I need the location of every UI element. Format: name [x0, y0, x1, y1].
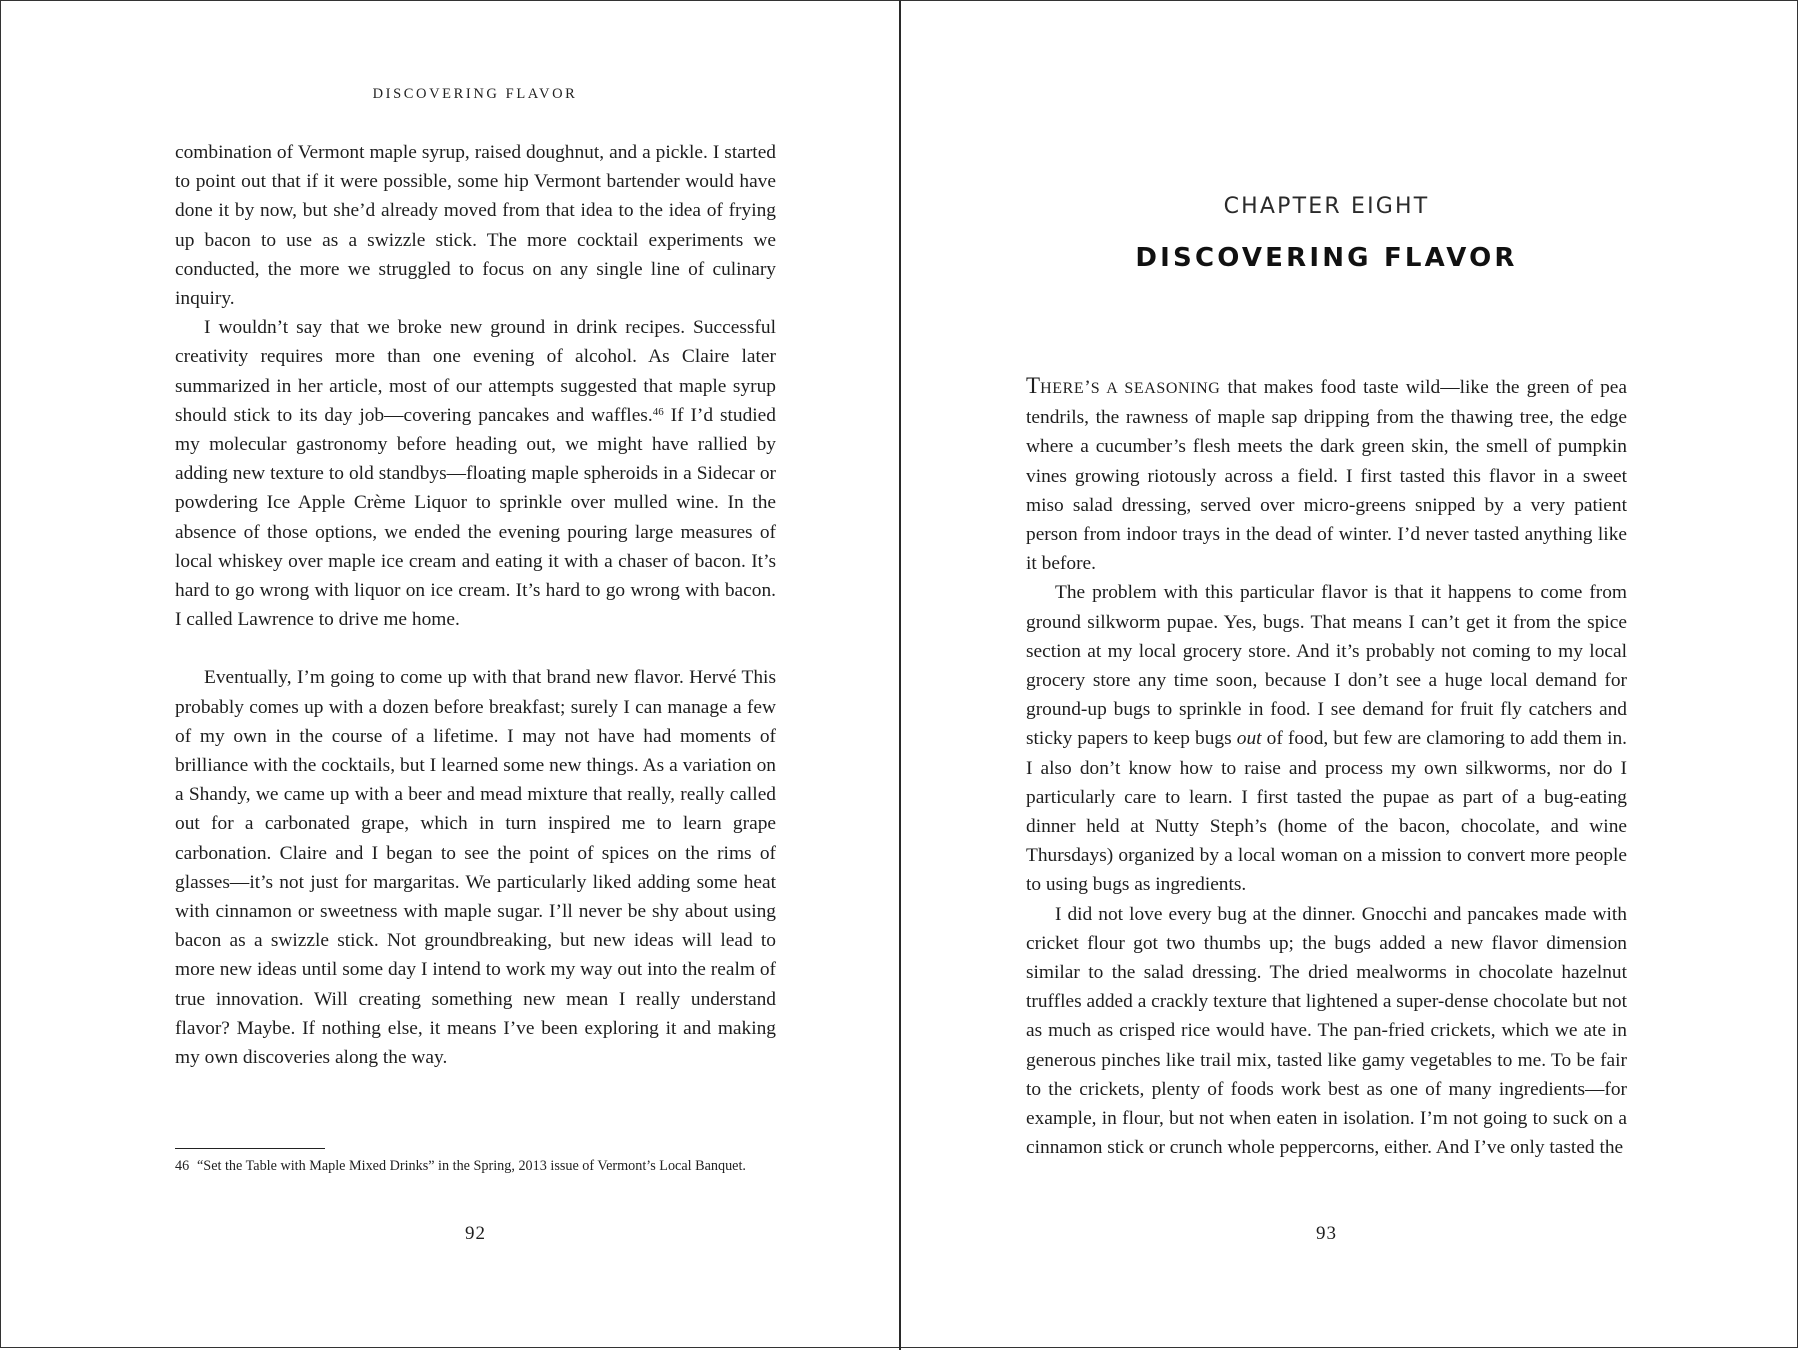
- lead-in-small-caps: HERE: [1040, 380, 1085, 397]
- lead-in-initial: T: [1026, 373, 1041, 398]
- running-head: DISCOVERING FLAVOR: [372, 86, 578, 102]
- page-number: 92: [465, 1223, 486, 1244]
- paragraph: I did not love every bug at the dinner. Gnocchi and pancakes made with cricket flour got two thumbs up; the bugs added a new flavor dimension similar to the salad dressing. The dried mealworms in chocolate hazelnut truffles added a crackly texture that lightened a super-dense chocolate but not as much as crisped rice would have. The pan-fried crickets, which we ate in generous pinches like trail mix, tasted like gamy vegetables to me. To be fair to the crickets, plenty of foods work best as one of many ingredients—for example, in flour, but not when eaten in isolation. I’m not going to suck on a cinnamon stick or crunch whole peppercorns, either. And I’ve only tasted the: [1026, 903, 1627, 1159]
- paragraph: [1026, 578, 1627, 899]
- lead-in-apostrophe: ’: [1084, 377, 1091, 398]
- chapter-label: CHAPTER EIGHT: [1223, 194, 1430, 219]
- paragraph-text-continued: of food, but few are clamoring to add them in. I also don’t know how to raise and process my own silkworms, nor do I particularly care to learn. I first tasted the pupae as part of a bug-eating dinner held at Nutty Steph’s (home of the bacon, chocolate, and wine Thursdays) organized by a local woman on a mission to convert more people to using bugs as ingredients.: [1026, 728, 1627, 896]
- chapter-title: DISCOVERING FLAVOR: [1135, 243, 1518, 273]
- right-body-text: [1026, 371, 1627, 1162]
- footnote-text: “Set the Table with Maple Mixed Drinks” in the Spring, 2013 issue of Vermont’s Local Banquet.: [197, 1158, 746, 1174]
- footnote-number: 46: [175, 1158, 190, 1174]
- opening-paragraph: [1026, 371, 1627, 578]
- paragraph-text: that makes food taste wild—like the green of pea tendrils, the rawness of maple sap dripping from the thawing tree, the edge where a cucumber’s flesh meets the dark green skin, the smell of pumpkin vines growing riotously across a field. I first tasted this flavor in a sweet miso salad dressing, served over micro-greens snipped by a very patient person from indoor trays in the dead of winter. I’d never tasted anything like it before.: [1026, 377, 1627, 575]
- paragraph-text: The problem with this particular flavor is that it happens to come from ground silkworm pupae. Yes, bugs. That means I can’t get it from the spice section at my local grocery store. And it’s probably not coming to my local grocery store any time soon, because I don’t see a huge local demand for ground-up bugs to sprinkle in food. I see demand for fruit fly catchers and sticky papers to keep bugs: [1026, 582, 1627, 750]
- paragraph: Eventually, I’m going to come up with that brand new flavor. Hervé This probably comes up with a dozen before breakfast; surely I can manage a few of my own in the course of a lifetime. I may not have had moments of brilliance with the cocktails, but I learned some new things. As a variation on a Shandy, we came up with a beer and mead mixture that really, really called out for a carbonated grape, which in turn inspired me to learn grape carbonation. Claire and I began to see the point of spices on the rims of glasses—it’s not just for margaritas. We particularly liked adding some heat with cinnamon or sweetness with maple sugar. I’ll never be shy about using bacon as a swizzle stick. Not groundbreaking, but new ideas will lead to more new ideas until some day I intend to work my way out into the realm of true innovation. Will creating something new mean I really understand flavor? Maybe. If nothing else, it means I’ve been exploring it and making my own discoveries along the way.: [175, 667, 776, 1069]
- paragraph: [175, 313, 776, 634]
- footnote: [175, 1157, 776, 1175]
- paragraph: combination of Vermont maple syrup, raised doughnut, and a pickle. I started to point out that if it were possible, some hip Vermont bartender would have done it by now, but she’d already moved from that idea to the idea of frying up bacon to use as a swizzle stick. The more cocktail experiments we conducted, the more we struggled to focus on any single line of culinary inquiry.: [175, 142, 776, 310]
- lead-in-small-caps: S A SEASONING: [1090, 380, 1221, 397]
- right-page: [901, 0, 1800, 1350]
- paragraph-text: I wouldn’t say that we broke new ground in drink recipes. Successful creativity requires more than one evening of alcohol. As Claire later summarized in her article, most of our attempts suggested that maple syrup should stick to its day job—covering pancakes and waffles.: [175, 317, 776, 426]
- footnote-reference[interactable]: 46: [652, 405, 664, 418]
- left-body-text: [175, 138, 776, 1072]
- paragraph-text-continued: If I’d studied my molecular gastronomy before heading out, we might have rallied by adding new texture to old standbys—floating maple spheroids in a Sidecar or powdering Ice Apple Crème Liquor to sprinkle over mulled wine. In the absence of those options, we ended the evening pouring large measures of local whiskey over maple ice cream and eating it with a chaser of bacon. It’s hard to go wrong with liquor on ice cream. It’s hard to go wrong with bacon. I called Lawrence to drive me home.: [175, 404, 776, 631]
- left-page: [0, 0, 899, 1350]
- footnote-rule: [175, 1148, 325, 1149]
- emphasis-text: out: [1236, 728, 1262, 750]
- page-number: 93: [1316, 1223, 1337, 1244]
